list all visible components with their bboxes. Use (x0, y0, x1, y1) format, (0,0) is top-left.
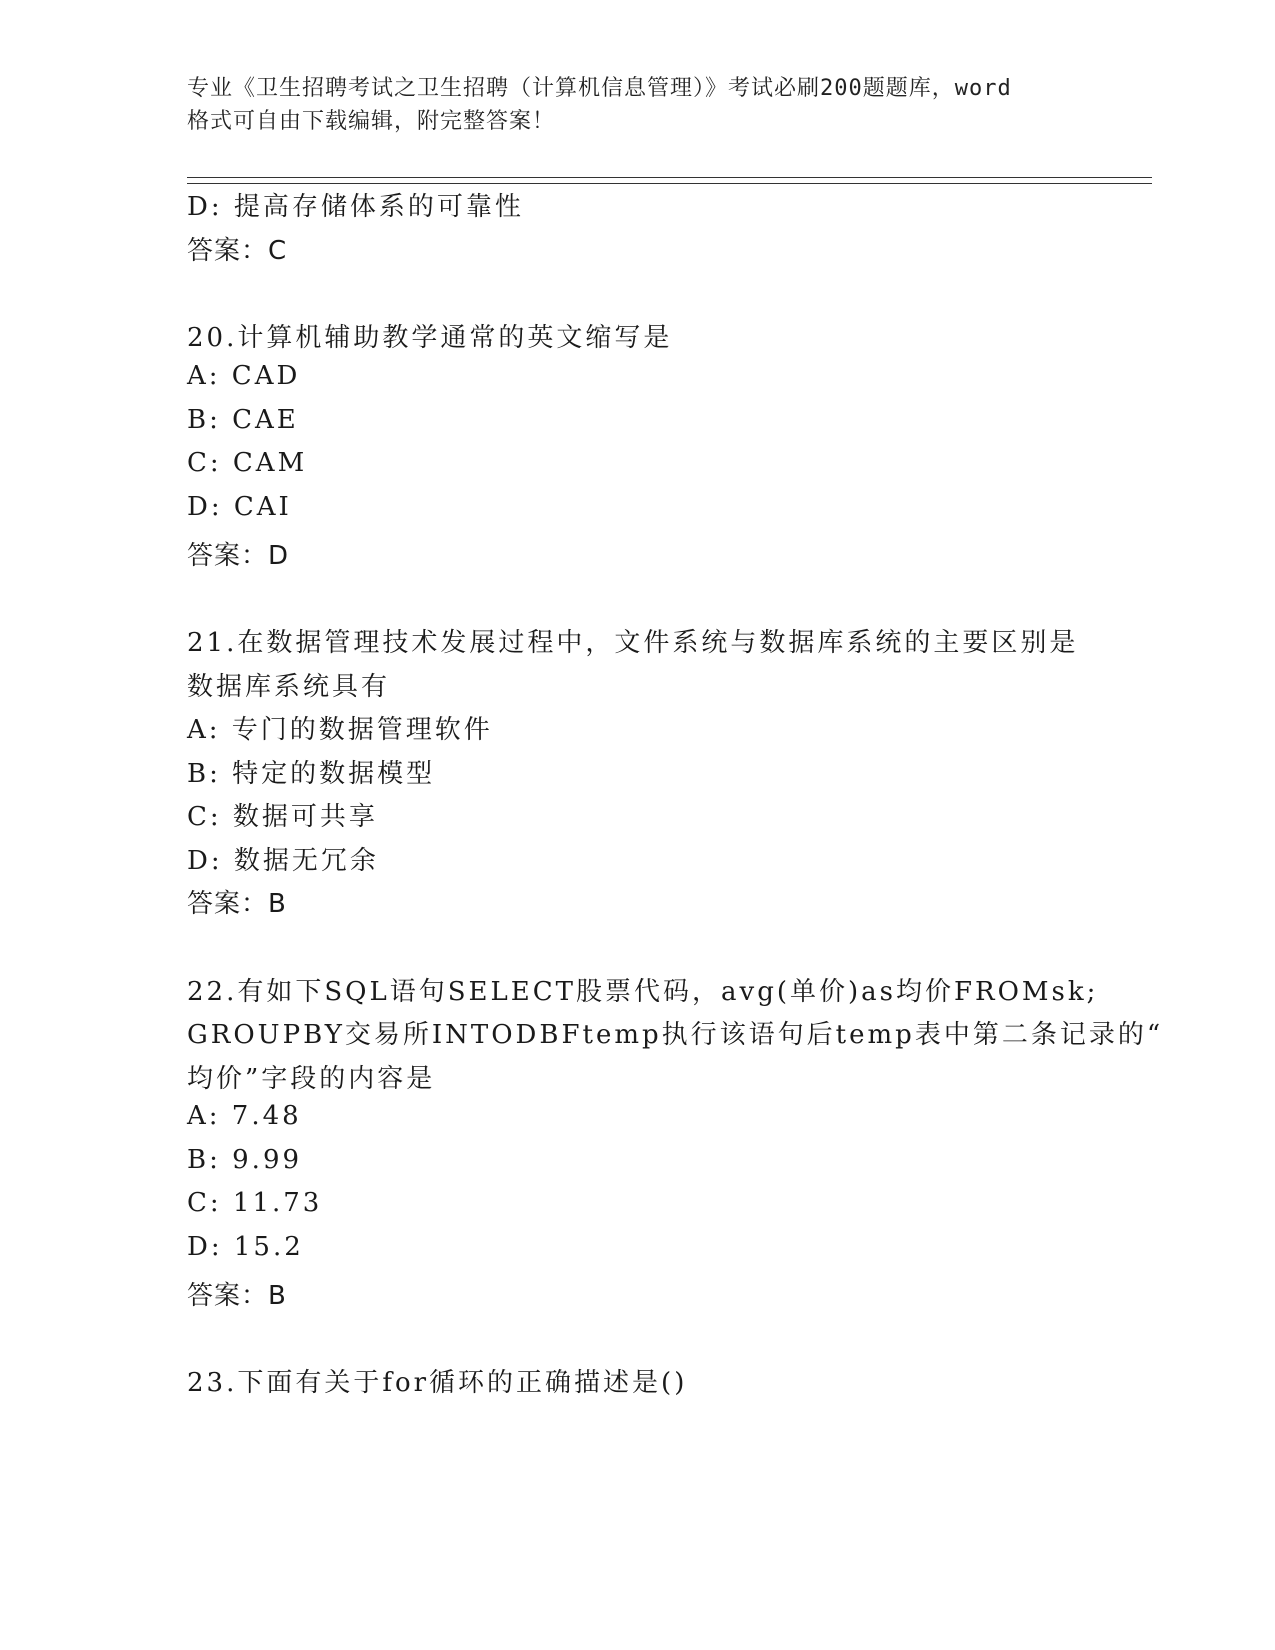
q22-question-line-3: 均价”字段的内容是 (187, 1064, 436, 1094)
header-line-1: 专业《卫生招聘考试之卫生招聘（计算机信息管理）》考试必刷200题题库，word (187, 76, 1012, 101)
q22-option-b: B: 9.99 (187, 1145, 303, 1175)
q22-question-line-1: 22.有如下SQL语句SELECT股票代码，avg(单价)as均价FROMsk; (187, 977, 1099, 1007)
q20-option-c: C: CAM (187, 448, 308, 478)
header-divider-top (187, 177, 1152, 178)
q20-option-a: A: CAD (187, 361, 301, 391)
q20-answer: 答案：D (187, 541, 290, 571)
header-divider-bottom (187, 183, 1152, 184)
q22-question-line-2: GROUPBY交易所INTODBFtemp执行该语句后temp表中第二条记录的“ (187, 1020, 1164, 1050)
q20-option-b: B: CAE (187, 405, 299, 435)
q19-option-d: D: 提高存储体系的可靠性 (187, 192, 524, 222)
q19-answer: 答案：C (187, 236, 288, 266)
q21-answer: 答案：B (187, 889, 287, 919)
q22-answer: 答案：B (187, 1281, 287, 1311)
q20-question: 20.计算机辅助教学通常的英文缩写是 (187, 323, 673, 353)
q21-question-line-1: 21.在数据管理技术发展过程中，文件系统与数据库系统的主要区别是 (187, 628, 1079, 658)
q20-option-d: D: CAI (187, 492, 292, 522)
q22-option-a: A: 7.48 (187, 1101, 302, 1131)
q22-option-c: C: 11.73 (187, 1188, 323, 1218)
q22-option-d: D: 15.2 (187, 1232, 304, 1262)
q21-question-line-2: 数据库系统具有 (187, 672, 391, 702)
header-line-2: 格式可自由下载编辑，附完整答案！ (187, 109, 556, 134)
q21-option-a: A: 专门的数据管理软件 (187, 715, 493, 745)
q23-question: 23.下面有关于for循环的正确描述是() (187, 1368, 688, 1398)
document-header (187, 72, 1087, 138)
q21-option-b: B: 特定的数据模型 (187, 759, 436, 789)
q21-option-c: C: 数据可共享 (187, 802, 378, 832)
q21-option-d: D: 数据无冗余 (187, 846, 379, 876)
